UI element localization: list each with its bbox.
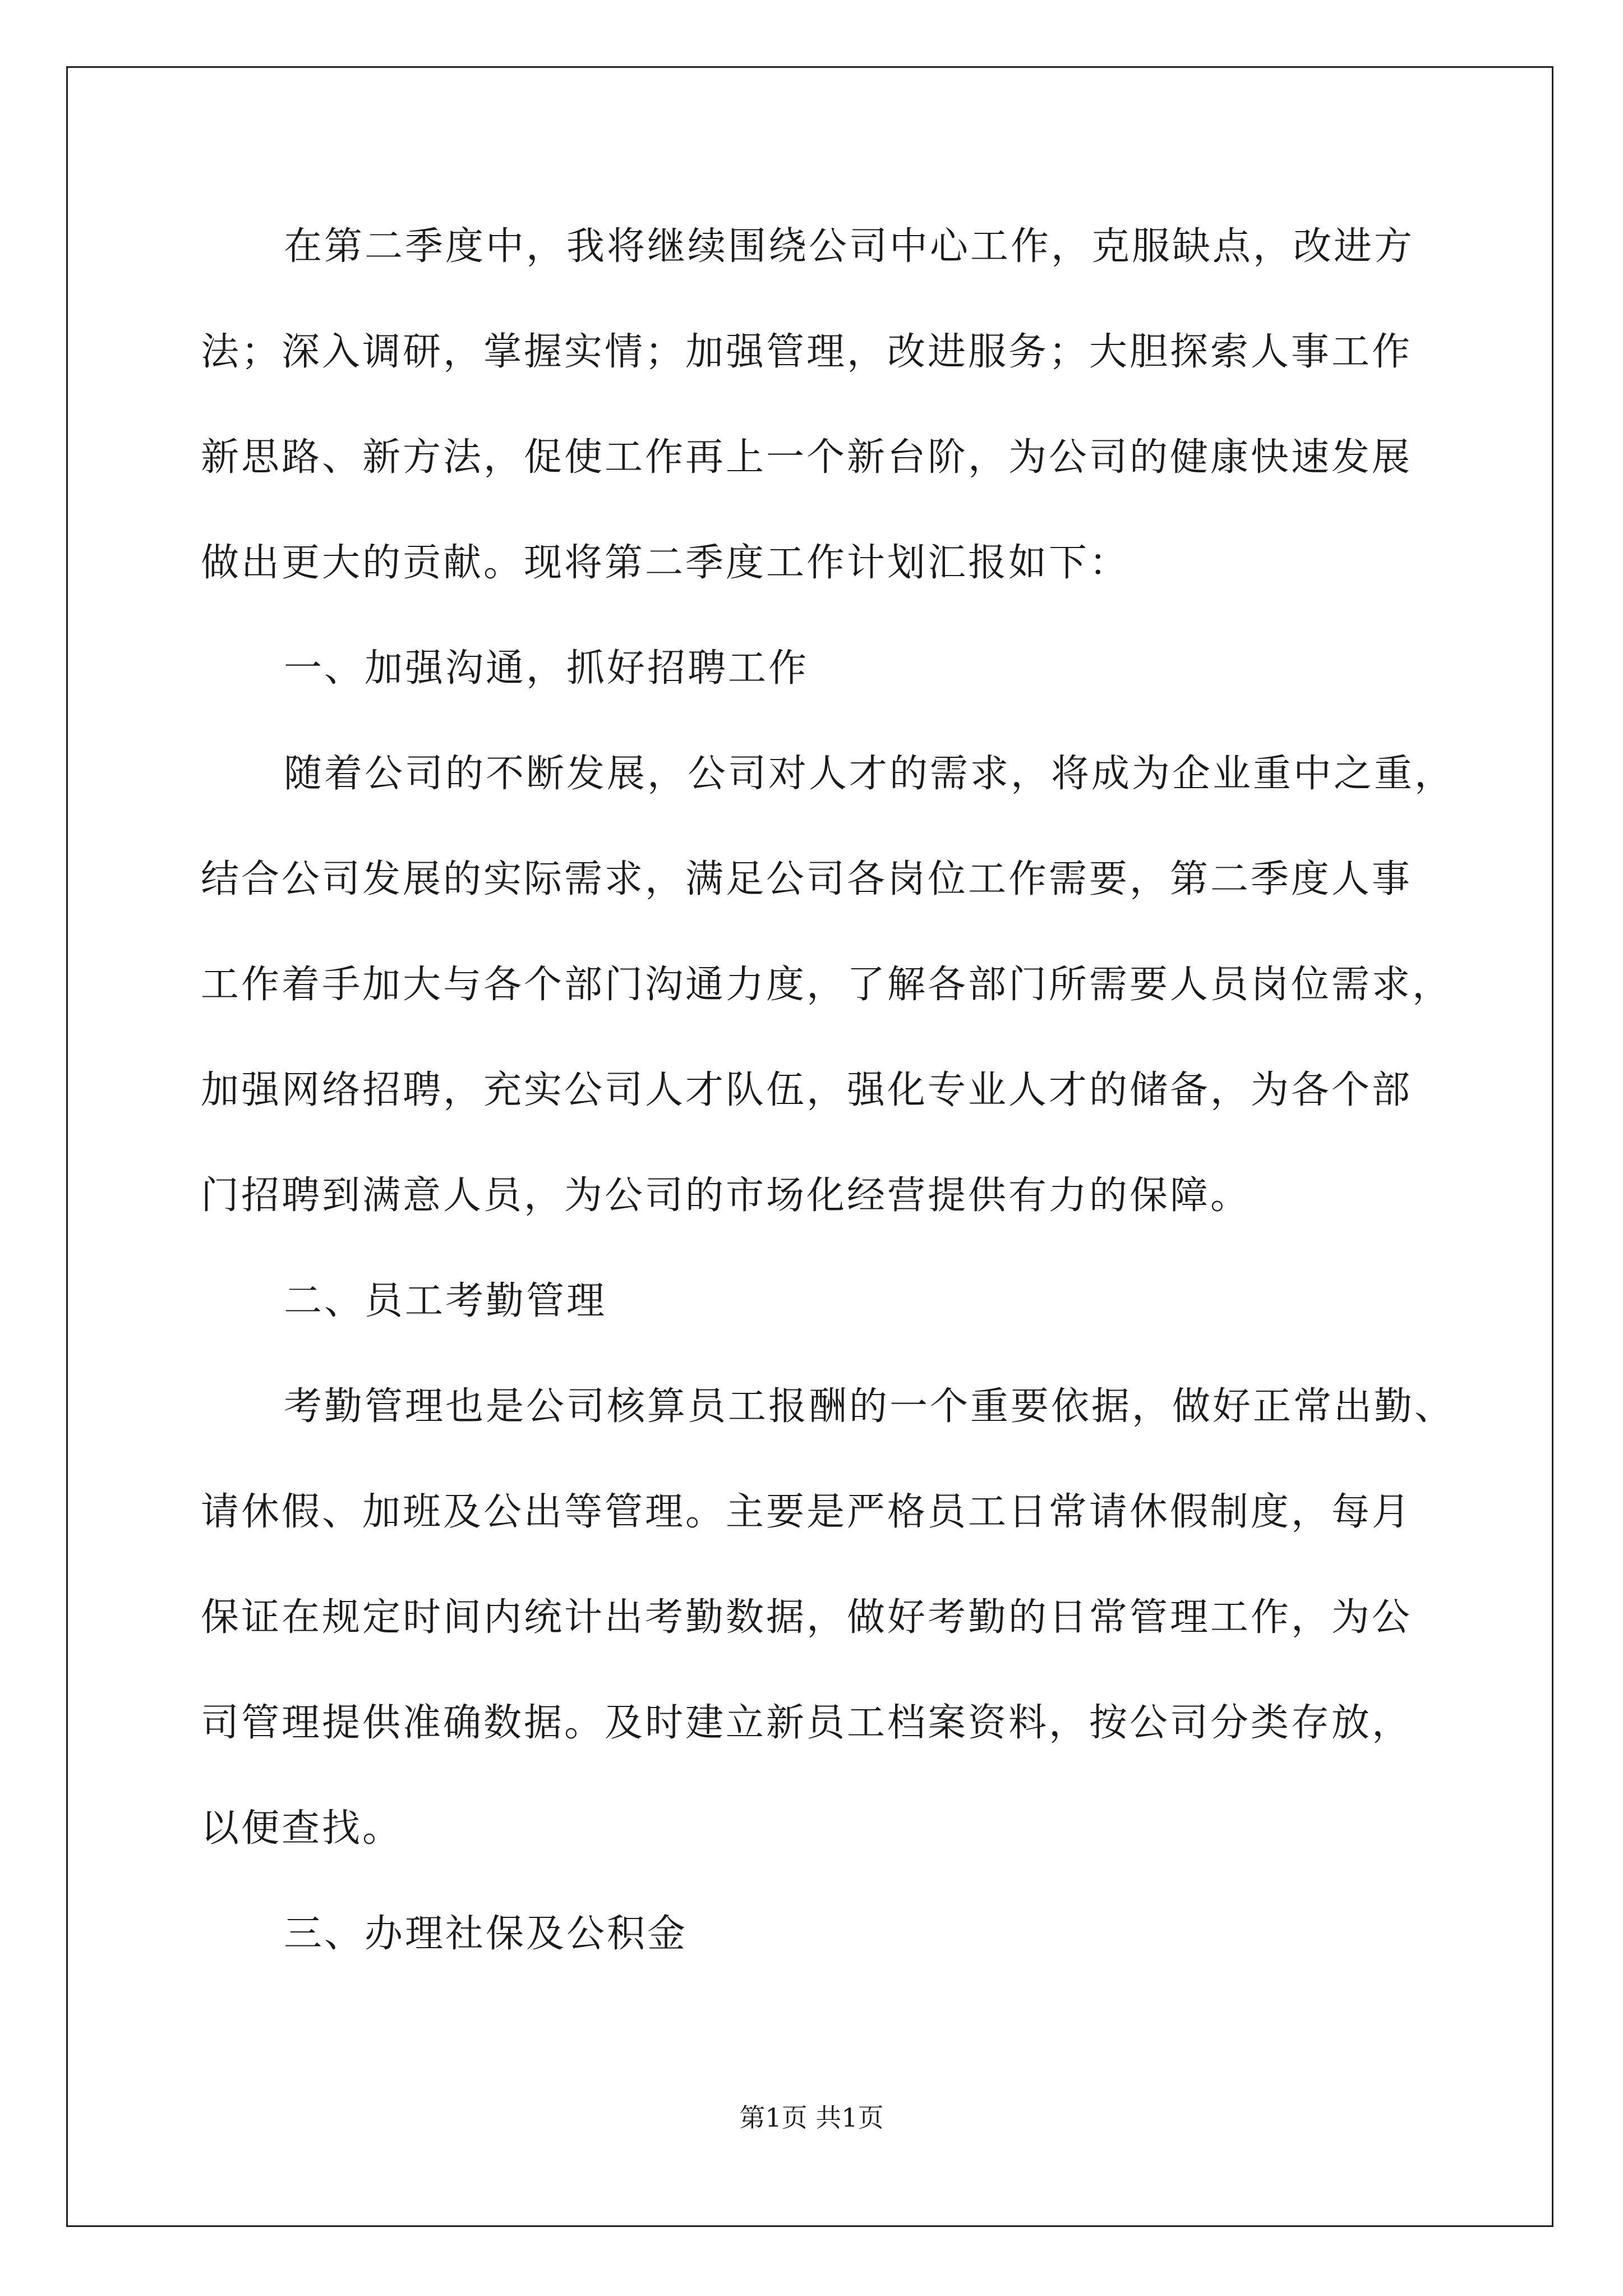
section-heading-attendance: 二、员工考勤管理: [284, 1279, 607, 1323]
section-heading-recruitment: 一、加强沟通，抓好招聘工作: [284, 646, 809, 691]
paragraph-intro-line-3: 新思路、新方法，促使工作再上一个新台阶，为公司的健康快速发展: [201, 435, 1413, 480]
paragraph-attendance-line-3: 保证在规定时间内统计出考勤数据，做好考勤的日常管理工作，为公: [201, 1595, 1413, 1640]
paragraph-attendance-line-2: 请休假、加班及公出等管理。主要是严格员工日常请休假制度，每月: [201, 1490, 1413, 1534]
page-footer: 第1页 共1页: [739, 2102, 884, 2133]
paragraph-recruitment-line-3: 工作着手加大与各个部门沟通力度，了解各部门所需要人员岗位需求，: [201, 963, 1453, 1007]
paragraph-recruitment-line-1: 随着公司的不断发展，公司对人才的需求，将成为企业重中之重，: [284, 752, 1455, 796]
document-body: [201, 213, 1455, 2006]
section-heading-social-security: 三、办理社保及公积金: [284, 1912, 688, 1956]
paragraph-recruitment-line-2: 结合公司发展的实际需求，满足公司各岗位工作需要，第二季度人事: [201, 857, 1413, 901]
paragraph-intro-line-1: 在第二季度中，我将继续围绕公司中心工作，克服缺点，改进方: [284, 224, 1415, 269]
paragraph-recruitment-line-5: 门招聘到满意人员，为公司的市场化经营提供有力的保障。: [201, 1174, 1251, 1218]
paragraph-attendance-line-4: 司管理提供准确数据。及时建立新员工档案资料，按公司分类存放，: [201, 1701, 1413, 1745]
paragraph-intro-line-4: 做出更大的贡献。现将第二季度工作计划汇报如下：: [201, 541, 1130, 585]
paragraph-intro-line-2: 法；深入调研，掌握实情；加强管理，改进服务；大胆探索人事工作: [201, 330, 1413, 374]
paragraph-recruitment-line-4: 加强网络招聘，充实公司人才队伍，强化专业人才的储备，为各个部: [201, 1068, 1413, 1112]
paragraph-attendance-line-1: 考勤管理也是公司核算员工报酬的一个重要依据，做好正常出勤、: [284, 1384, 1455, 1429]
paragraph-attendance-line-5: 以便查找。: [201, 1806, 403, 1851]
